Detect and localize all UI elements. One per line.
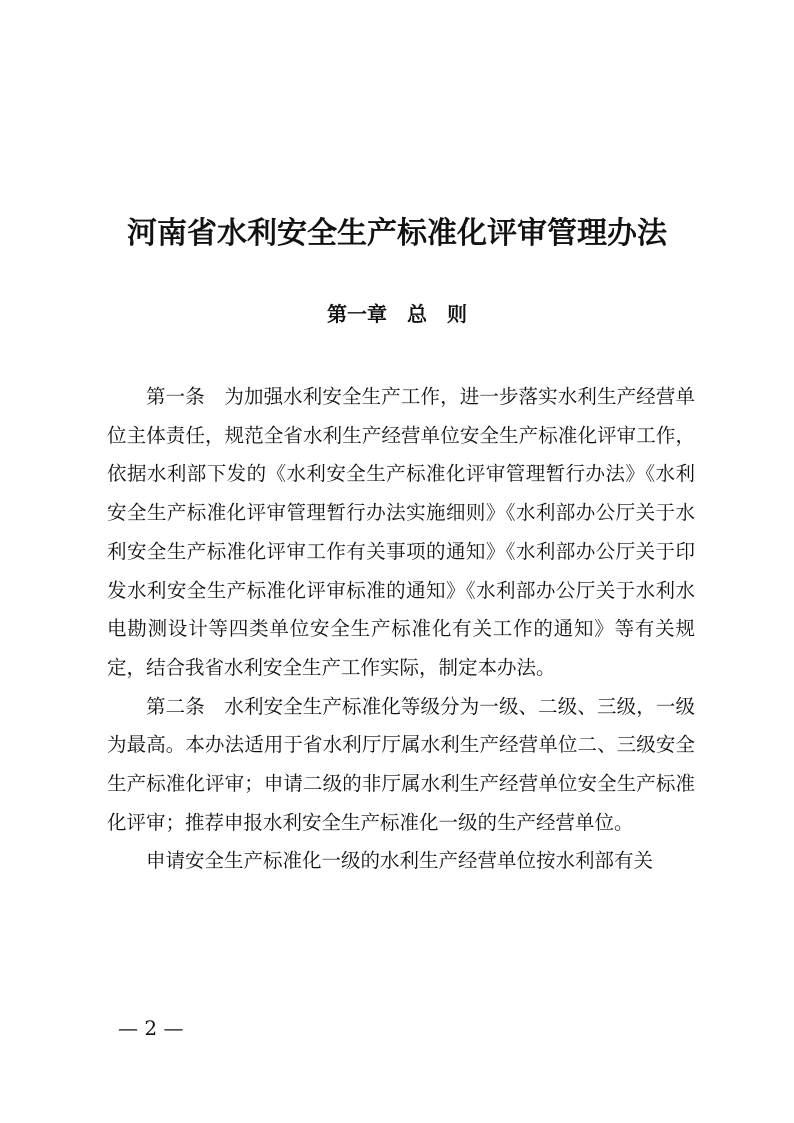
- article-number: 第二条: [146, 694, 205, 718]
- document-body: [107, 378, 695, 881]
- article-paragraph: [107, 378, 695, 688]
- page-number: — 2 —: [118, 1016, 184, 1040]
- article-text: 为加强水利安全生产工作，进一步落实水利生产经营单位主体责任，规范全省水利生产经营单位安全生产标准化评审工作，依据水利部下发的《水利安全生产标准化评审管理暂行办法》《水利安全生产标准化评审管理暂行办法实施细则》《水利部办公厅关于水利安全生产标准化评审工作有关事项的通知》《水利部办公厅关于印发水利安全生产标准化评审标准的通知》《水利部办公厅关于水利水电勘测设计等四类单位安全生产标准化有关工作的通知》等有关规定，结合我省水利安全生产工作实际，制定本办法。: [107, 385, 695, 679]
- article-paragraph: [107, 688, 695, 843]
- document-title: 河南省水利安全生产标准化评审管理办法: [127, 216, 667, 251]
- trailing-paragraph: 申请安全生产标准化一级的水利生产经营单位按水利部有关: [146, 849, 654, 873]
- chapter-heading: 第一章 总 则: [327, 302, 467, 326]
- article-text: 水利安全生产标准化等级分为一级、二级、三级，一级为最高。本办法适用于省水利厅厅属水利生产经营单位二、三级安全生产标准化评审；申请二级的非厅属水利生产经营单位安全生产标准化评审；推荐申报水利安全生产标准化一级的生产经营单位。: [107, 694, 695, 834]
- article-number: 第一条: [146, 385, 205, 408]
